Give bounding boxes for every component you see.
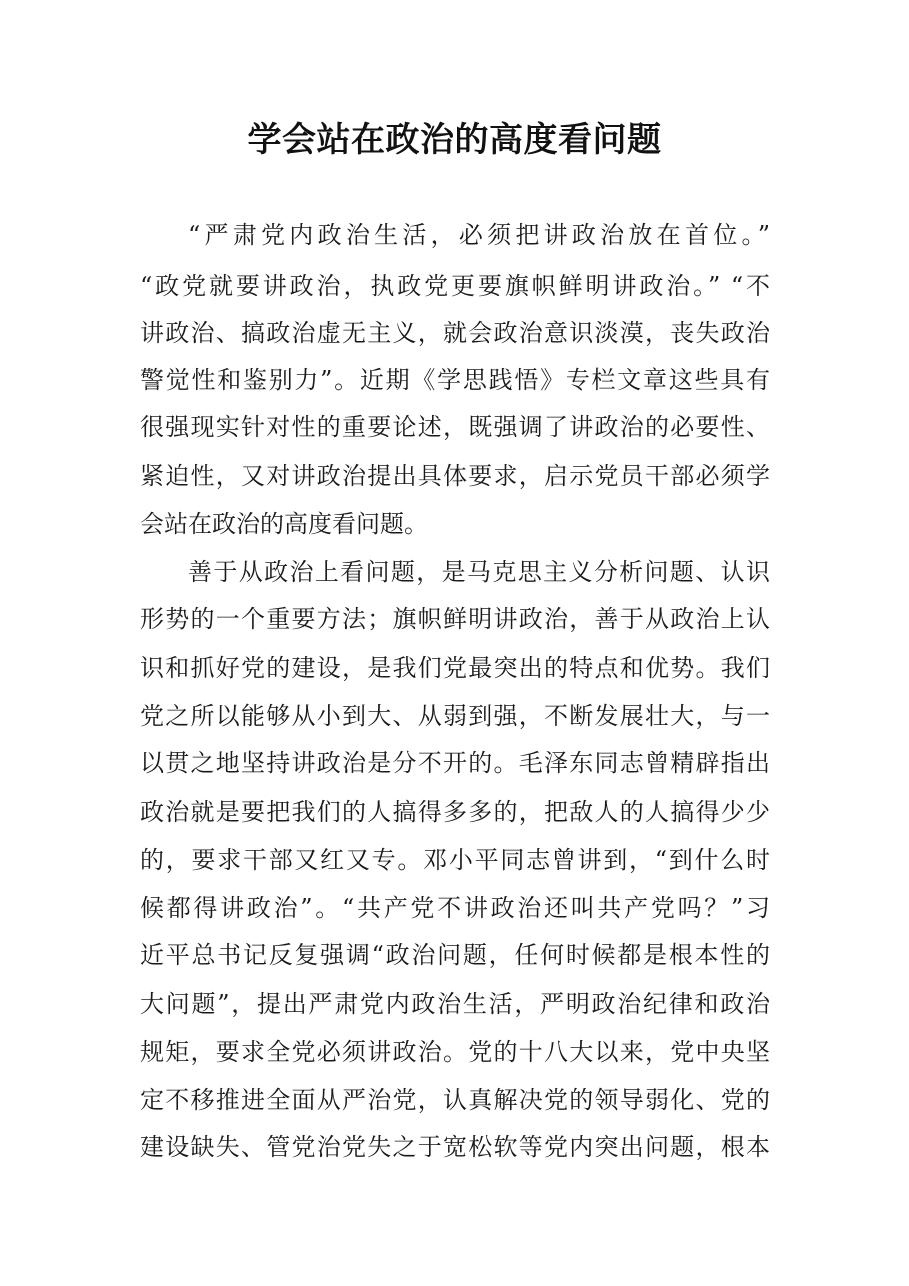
paragraph-line: 以贯之地坚持讲政治是分不开的。毛泽东同志曾精辟指出 [140, 749, 770, 777]
paragraph-line: 善于从政治上看问题，是马克思主义分析问题、认识 [188, 558, 770, 586]
paragraph-line: 近平总书记反复强调“政治问题，任何时候都是根本性的 [140, 941, 770, 969]
paragraph-line: 的，要求干部又红又专。邓小平同志曾讲到，“到什么时 [140, 846, 770, 874]
paragraph-line: 候都得讲政治”。“共产党不讲政治还叫共产党吗？”习 [140, 894, 770, 922]
paragraph-line: 形势的一个重要方法；旗帜鲜明讲政治，善于从政治上认 [140, 605, 770, 633]
paragraph-line: 政治就是要把我们的人搞得多多的，把敌人的人搞得少少 [140, 798, 770, 826]
paragraph-line: 大问题”，提出严肃党内政治生活，严明政治纪律和政治 [140, 990, 770, 1018]
paragraph-line: 定不移推进全面从严治党，认真解决党的领导弱化、党的 [140, 1086, 770, 1114]
paragraph-line: “严肃党内政治生活，必须把讲政治放在首位。” [188, 221, 770, 249]
paragraph-line: 党之所以能够从小到大、从弱到强，不断发展壮大，与一 [140, 702, 770, 730]
paragraph-line: “政党就要讲政治，执政党更要旗帜鲜明讲政治。” “不 [140, 272, 770, 300]
paragraph-line: 识和抓好党的建设，是我们党最突出的特点和优势。我们 [140, 654, 770, 682]
paragraph-line: 警觉性和鉴别力”。近期《学思践悟》专栏文章这些具有 [140, 366, 770, 394]
paragraph-line: 很强现实针对性的重要论述，既强调了讲政治的必要性、 [140, 413, 770, 441]
paragraph-line: 讲政治、搞政治虚无主义，就会政治意识淡漠，丧失政治 [140, 319, 770, 347]
paragraph-line: 紧迫性，又对讲政治提出具体要求，启示党员干部必须学 [140, 462, 770, 490]
document-title: 学会站在政治的高度看问题 [247, 120, 662, 160]
paragraph-line: 规矩，要求全党必须讲政治。党的十八大以来，党中央坚 [140, 1038, 770, 1066]
paragraph-line: 建设缺失、管党治党失之于宽松软等党内突出问题，根本 [140, 1133, 770, 1161]
paragraph-line: 会站在政治的高度看问题。 [140, 510, 428, 538]
